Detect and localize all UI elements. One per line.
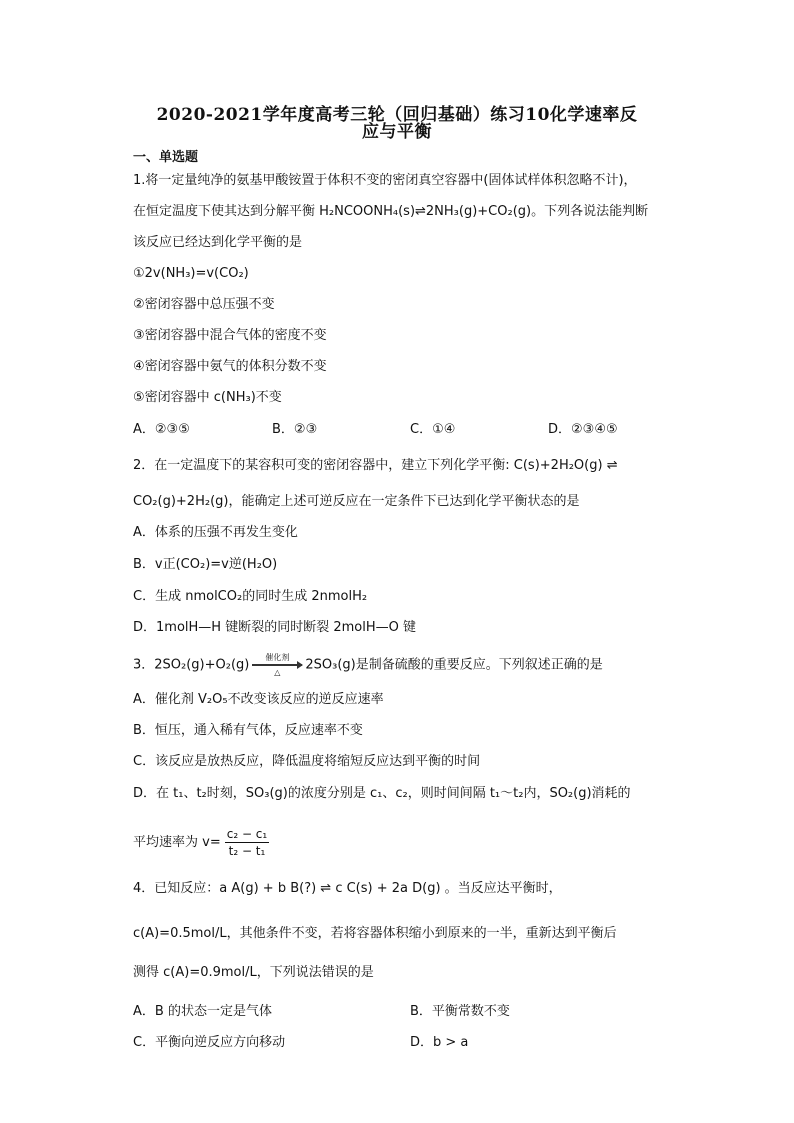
catalyst-arrow bbox=[252, 653, 302, 677]
catalyst-label: 催化剂 bbox=[265, 653, 290, 662]
q1-statement-4: ④密闭容器中氨气的体积分数不变 bbox=[133, 359, 327, 374]
document-title-line-2: 应与平衡 bbox=[362, 122, 432, 142]
q1-option-c: C．①④ bbox=[410, 422, 456, 437]
q1-option-a: A．②③⑤ bbox=[133, 422, 190, 437]
q1-option-b: B．②③ bbox=[272, 422, 318, 437]
reaction-arrow-icon bbox=[252, 662, 302, 668]
q4-option-b: B．平衡常数不变 bbox=[410, 1004, 510, 1019]
q3-option-b: B．恒压，通入稀有气体，反应速率不变 bbox=[133, 723, 363, 738]
q3-reactants: 3．2SO₂(g)+O₂(g) bbox=[133, 657, 250, 673]
rate-fraction bbox=[225, 826, 270, 859]
q4-option-c: C．平衡向逆反应方向移动 bbox=[133, 1035, 286, 1050]
q1-statement-3: ③密闭容器中混合气体的密度不变 bbox=[133, 328, 327, 343]
q1-statement-5: ⑤密闭容器中 c(NH₃)不变 bbox=[133, 390, 282, 405]
q4-stem-line-1: 4．已知反应：a A(g) + b B(?) ⇌ c C(s) + 2a D(g) 。当反应达平衡时， bbox=[133, 881, 562, 896]
q3-option-c: C．该反应是放热反应，降低温度将缩短反应达到平衡的时间 bbox=[133, 754, 481, 769]
q1-stem-line-3: 该反应已经达到化学平衡的是 bbox=[133, 235, 303, 250]
q1-statement-2: ②密闭容器中总压强不变 bbox=[133, 297, 275, 312]
q1-statement-1: ①2v(NH₃)=v(CO₂) bbox=[133, 266, 249, 281]
q3-option-d: D．在 t₁、t₂时刻，SO₃(g)的浓度分别是 c₁、c₂，则时间间隔 t₁～t₂内，SO₂(g)消耗的 bbox=[133, 786, 631, 801]
q3-rate-label: 平均速率为 v= bbox=[133, 835, 221, 850]
fraction-denominator: t₂ − t₁ bbox=[228, 844, 266, 858]
q1-stem-line-2: 在恒定温度下使其达到分解平衡 H₂NCOONH₄(s)⇌2NH₃(g)+CO₂(g)。下列各说法能判断 bbox=[133, 204, 649, 219]
q3-stem bbox=[133, 653, 603, 677]
q1-stem-line-1: 1.将一定量纯净的氨基甲酸铵置于体积不变的密闭真空容器中(固体试样体积忽略不计)， bbox=[133, 173, 637, 188]
q2-option-b: B．v正(CO₂)=v逆(H₂O) bbox=[133, 557, 278, 572]
q4-stem-line-2: c(A)=0.5mol/L，其他条件不变，若将容器体积缩小到原来的一半，重新达到平衡后 bbox=[133, 926, 617, 941]
q3-option-d-cont bbox=[133, 826, 269, 859]
heat-symbol: △ bbox=[274, 668, 281, 677]
q3-products: 2SO₃(g)是制备硫酸的重要反应。下列叙述正确的是 bbox=[305, 657, 603, 673]
q2-option-a: A．体系的压强不再发生变化 bbox=[133, 525, 298, 540]
q1-option-d: D．②③④⑤ bbox=[548, 422, 618, 437]
section-heading: 一、单选题 bbox=[133, 150, 199, 165]
q2-stem-line-1: 2．在一定温度下的某容积可变的密闭容器中，建立下列化学平衡: C(s)+2H₂O(g) ⇌ bbox=[133, 458, 618, 473]
q2-option-d: D．1molH—H 键断裂的同时断裂 2molH—O 键 bbox=[133, 620, 416, 635]
document-title-line-1: 2020-2021学年度高考三轮（回归基础）练习10化学速率反 bbox=[156, 105, 638, 125]
fraction-numerator: c₂ − c₁ bbox=[226, 827, 268, 841]
q2-option-c: C．生成 nmolCO₂的同时生成 2nmolH₂ bbox=[133, 589, 368, 604]
q4-option-d: D．b > a bbox=[410, 1035, 469, 1050]
q4-stem-line-3: 测得 c(A)=0.9mol/L，下列说法错误的是 bbox=[133, 965, 374, 980]
q3-option-a: A．催化剂 V₂O₅不改变该反应的逆反应速率 bbox=[133, 692, 384, 707]
q4-option-a: A．B 的状态一定是气体 bbox=[133, 1004, 272, 1019]
q2-stem-line-2: CO₂(g)+2H₂(g)，能确定上述可逆反应在一定条件下已达到化学平衡状态的是 bbox=[133, 494, 580, 509]
